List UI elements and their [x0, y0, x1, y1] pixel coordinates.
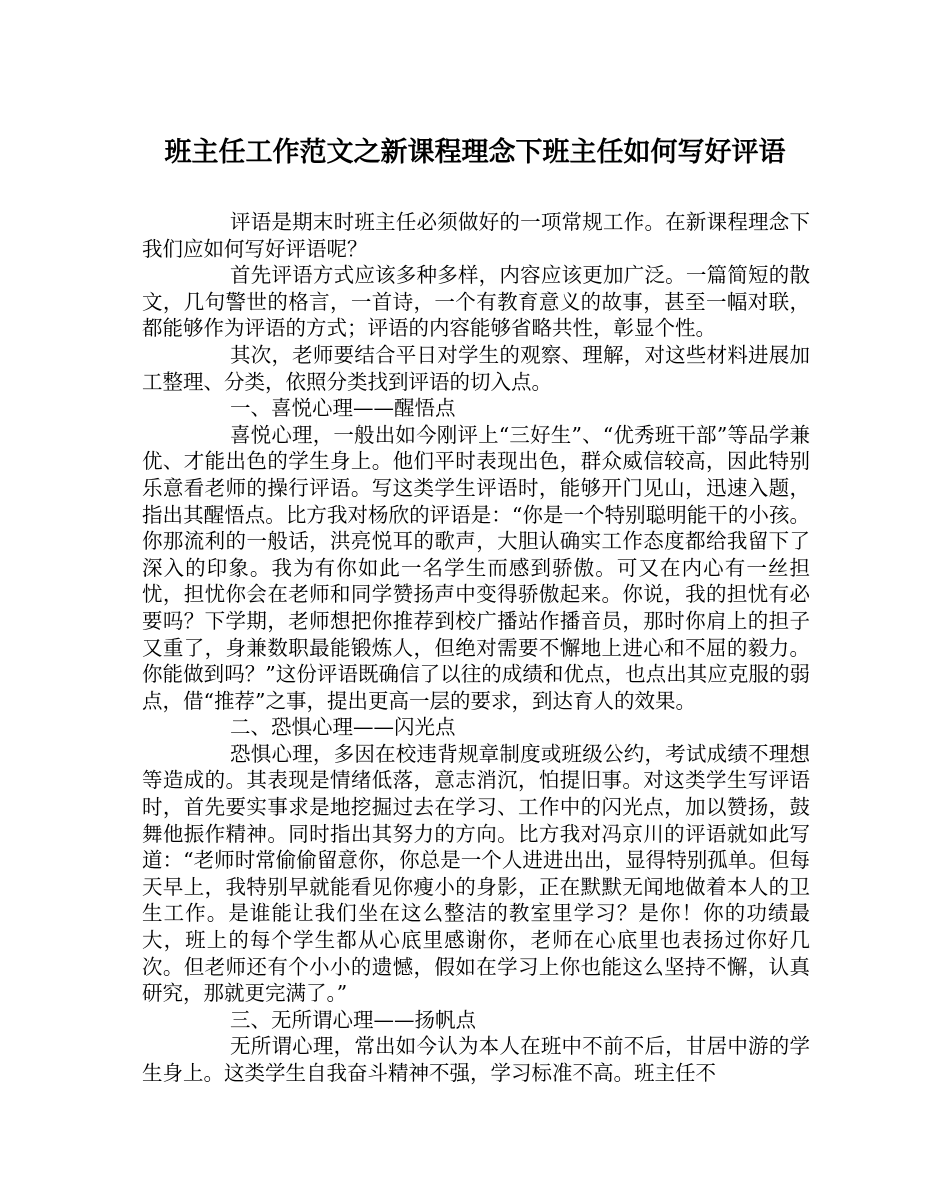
paragraph-first-point: 首先评语方式应该多种多样，内容应该更加广泛。一篇简短的散文，几句警世的格言，一首诗，一个有教育意义的故事，甚至一幅对联，都能够作为评语的方式；评语的内容能够省略共性，彰显个性。: [142, 263, 810, 341]
paragraph-fear: 恐惧心理，多因在校违背规章制度或班级公约，考试成绩不理想等造成的。其表现是情绪低落，意志消沉，怕提旧事。对这类学生写评语时，首先要实事求是地挖掘过去在学习、工作中的闪光点，加以赞扬，鼓舞他振作精神。同时指出其努力的方向。比方我对冯京川的评语就如此写道：“老师时常偷偷留意你，你总是一个人进进出出，显得特别孤单。但每天早上，我特别早就能看见你瘦小的身影，正在默默无闻地做着本人的卫生工作。是谁能让我们坐在这么整洁的教室里学习？是你！你的功绩最大，班上的每个学生都从心底里感谢你，老师在心底里也表扬过你好几次。但老师还有个小小的遗憾，假如在学习上你也能这么坚持不懈，认真研究，那就更完满了。”: [142, 741, 810, 1006]
paragraph-indifference: 无所谓心理，常出如今认为本人在班中不前不后，甘居中游的学生身上。这类学生自我奋斗精神不强，学习标准不高。班主任不: [142, 1034, 810, 1085]
section-heading-joy: 一、喜悦心理——醒悟点: [230, 396, 456, 421]
document-body: [142, 209, 810, 1087]
document-title: 班主任工作范文之新课程理念下班主任如何写好评语: [164, 137, 786, 168]
section-heading-indifference: 三、无所谓心理——扬帆点: [230, 1007, 476, 1032]
paragraph-intro: 评语是期末时班主任必须做好的一项常规工作。在新课程理念下我们应如何写好评语呢？: [142, 210, 810, 261]
section-heading-fear: 二、恐惧心理——闪光点: [230, 715, 456, 740]
paragraph-second-point: 其次，老师要结合平日对学生的观察、理解，对这些材料进展加工整理、分类，依照分类找到评语的切入点。: [142, 342, 810, 394]
paragraph-joy: 喜悦心理，一般出如今刚评上“三好生”、“优秀班干部”等品学兼优、才能出色的学生身上。他们平时表现出色，群众威信较高，因此特别乐意看老师的操行评语。写这类学生评语时，能够开门见山，迅速入题，指出其醒悟点。比方我对杨欣的评语是：“你是一个特别聪明能干的小孩。你那流利的一般话，洪亮悦耳的歌声，大胆认确实工作态度都给我留下了深入的印象。我为有你如此一名学生而感到骄傲。可又在内心有一丝担忧，担忧你会在老师和同学赞扬声中变得骄傲起来。你说，我的担忧有必要吗？下学期，老师想把你推荐到校广播站作播音员，那时你肩上的担子又重了，身兼数职最能锻炼人，但绝对需要不懈地上进心和不屈的毅力。你能做到吗？”这份评语既确信了以往的成绩和优点，也点出其应克服的弱点，借“推荐”之事，提出更高一层的要求，到达育人的效果。: [142, 422, 810, 713]
